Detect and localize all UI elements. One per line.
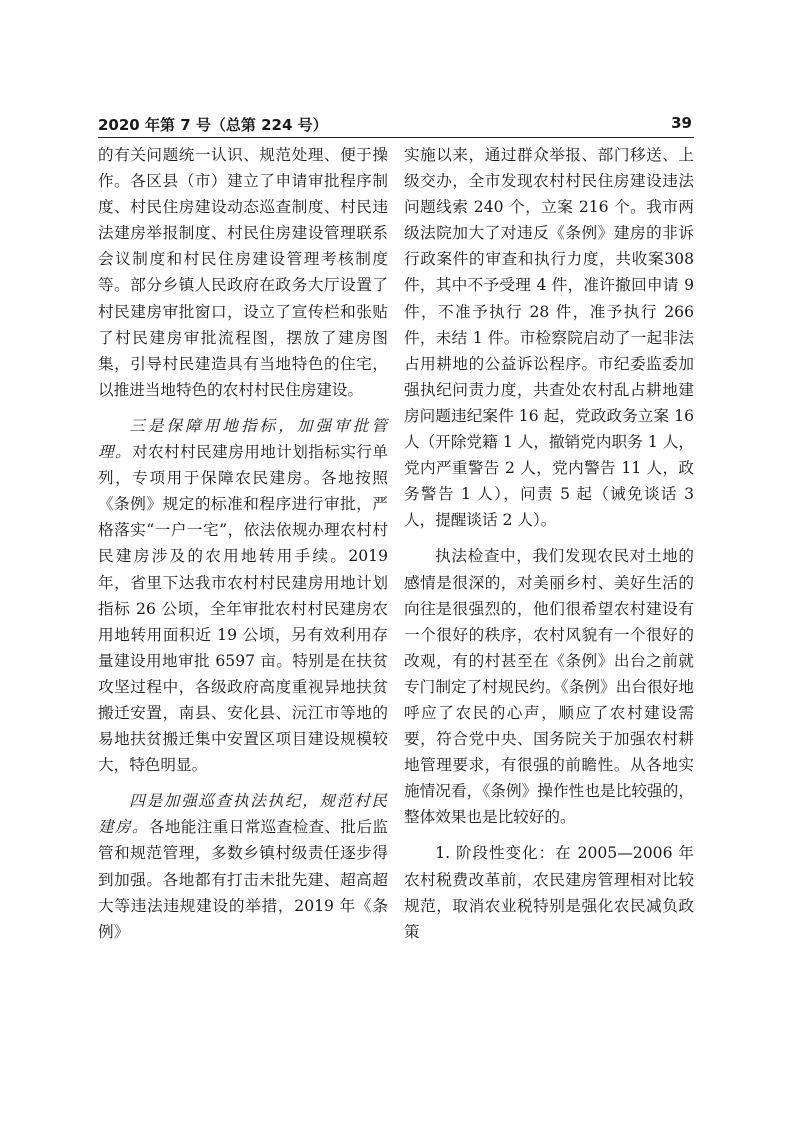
header-rule xyxy=(98,137,694,138)
paragraph-land-quota xyxy=(98,413,388,778)
page-header xyxy=(98,112,694,134)
paragraph-enforcement-stats: 实施以来，通过群众举报、部门移送、上级交办，全市发现农村村民住房建设违法问题线索 240 个，立案 216 个。我市两级法院加大了对违反《条例》建房的非诉行政案件的审查和执行力度，共收案308件，其中不予受理 4 件，准许撤回申请 9 件，不准予执行 28 件，准予执行 266 件，未结 1 件。市检察院启动了一起非法占用耕地的公益诉讼程序。市纪委监委加强执纪问责力度，共查处农村乱占耕地建房问题违纪案件 16 起，党政政务立案 16 人（开除党籍 1 人，撤销党内职务 1 人，党内严重警告 2 人，党内警告 11 人，政务警告 1 人），问责 5 起（诫免谈话 3 人，提醒谈话 2 人）。 xyxy=(404,146,694,530)
left-column xyxy=(98,142,388,945)
paragraph-lead: 三是保障用地指标，加强审批管理。 xyxy=(98,416,388,462)
paragraph-findings: 执法检查中，我们发现农民对土地的感情是很深的，对美丽乡村、美好生活的向往是很强烈的，他们很希望农村建设有一个很好的秩序，农村风貌有一个很好的改观，有的村甚至在《条例》出台之前就专门制定了村规民约。《条例》出台很好地呼应了农民的心声，顺应了农村建设需要，符合党中央、国务院关于加强农村耕地管理要求，有很强的前瞻性。从各地实施情况看，《条例》操作性也是比较强的，整体效果也是比较好的。 xyxy=(404,547,694,827)
issue-label: 2020 年第 7 号（总第 224 号） xyxy=(98,116,328,134)
paragraph-inspection xyxy=(98,788,388,945)
page-number: 39 xyxy=(671,114,692,132)
paragraph-continued: 的有关问题统一认识、规范处理、便于操作。各区县（市）建立了申请审批程序制度、村民住房建设动态巡查制度、村民违法建房举报制度、村民住房建设管理联系会议制度和村民住房建设管理考核制度等。部分乡镇人民政府在政务大厅设置了村民建房审批窗口，设立了宣传栏和张贴了村民建房审批流程图，摆放了建房图集，引导村民建造具有当地特色的住宅，以推进当地特色的农村村民住房建设。 xyxy=(98,146,388,399)
paragraph-body: 对农村村民建房用地计划指标实行单列，专项用于保障农民建房。各地按照《条例》规定的标准和程序进行审批，严格落实“一户一宅”，依法依规办理农村村民建房涉及的农用地转用手续。2019 年，省里下达我市农村村民建房用地计划指标 26 公顷，全年审批农村村民建房农用地转用面积近 19 公顷，另有效利用存量建设用地审批 6597 亩。特别是在扶贫攻坚过程中，各级政府高度重视异地扶贫搬迁安置，南县、安化县、沅江市等地的易地扶贫搬迁集中安置区项目建设规模较大，特色明显。 xyxy=(98,443,388,775)
paragraph-lead: 四是加强巡查执法执纪，规范村民建房。 xyxy=(98,792,388,837)
paragraph-stage-change: 1. 阶段性变化：在 2005—2006 年农村税费改革前，农民建房管理相对比较规范，取消农业税特别是强化农民减负政策 xyxy=(404,844,694,941)
paragraph-body: 各地能注重日常巡查检查、批后监管和规范管理，多数乡镇村级责任逐步得到加强。各地都有打击未批先建、超高超大等违法违规建设的举措，2019 年《条例》 xyxy=(98,818,388,941)
right-column xyxy=(404,142,694,945)
